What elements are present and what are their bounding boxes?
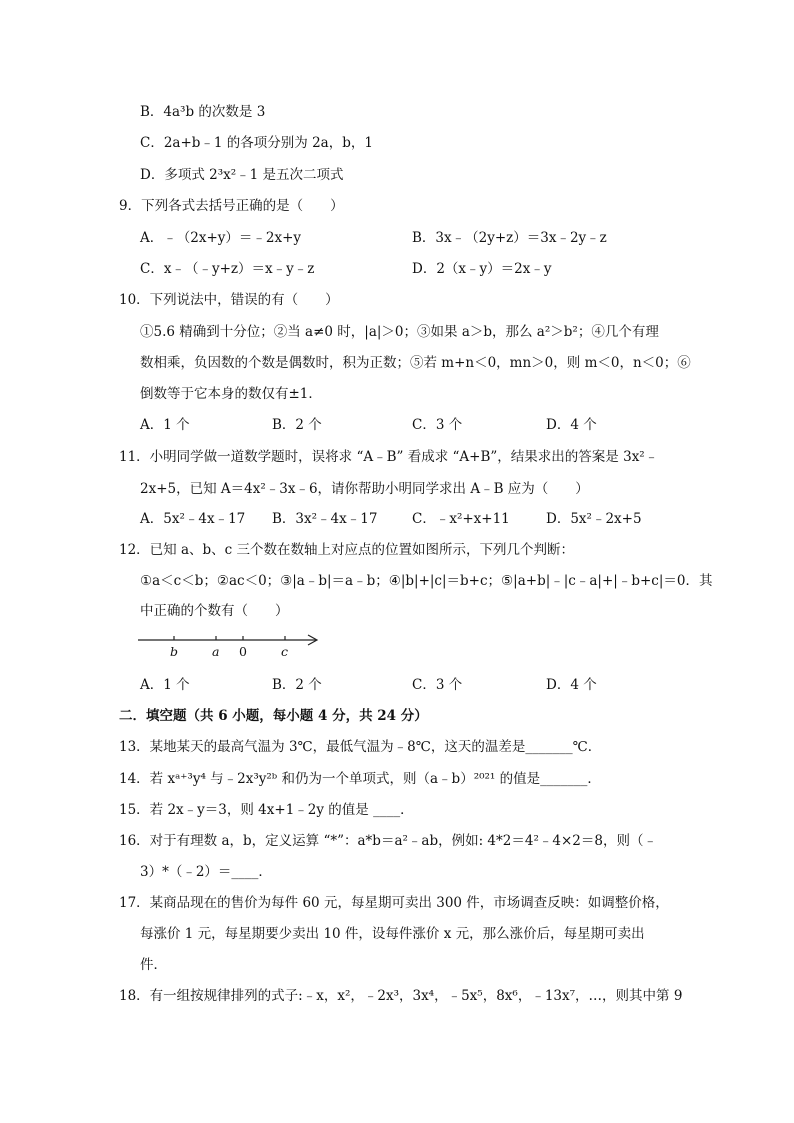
question-18: 18．有一组按规律排列的式子:﹣x，x²，﹣2x³，3x⁴，﹣5x⁵，8x⁶，﹣13x⁷，…，则其中第 9 xyxy=(119,988,683,1004)
label-a: a xyxy=(212,644,220,659)
number-line-figure xyxy=(138,628,324,664)
option-9c: C．x﹣（﹣y+z）＝x﹣y﹣z xyxy=(140,261,315,277)
option-10d: D．4 个 xyxy=(546,417,597,433)
question-16: 16．对于有理数 a，b，定义运算 “*”：a*b＝a²﹣ab，例如: 4*2＝4²﹣4×2＝8，则（﹣ xyxy=(119,833,657,849)
option-12a: A．1 个 xyxy=(140,677,190,693)
question-11-text-2: 2x+5，已知 A＝4x²﹣3x﹣6，请你帮助小明同学求出 A﹣B 应为（ ） xyxy=(140,481,589,497)
label-c: c xyxy=(281,644,289,659)
option-8d: D．多项式 2³x²﹣1 是五次二项式 xyxy=(140,167,344,183)
question-15: 15．若 2x﹣y＝3，则 4x+1﹣2y 的值是 ____． xyxy=(119,802,414,818)
option-9a: A．﹣（2x+y）＝﹣2x+y xyxy=(140,230,302,246)
question-13: 13．某地某天的最高气温为 3℃，最低气温为﹣8℃，这天的温差是_______℃． xyxy=(119,739,602,755)
option-12d: D．4 个 xyxy=(546,677,597,693)
question-12-text-1: ①a＜c＜b；②ac＜0；③|a﹣b|＝a﹣b；④|b|+|c|＝b+c；⑤|a+b|﹣|c﹣a|+|﹣b+c|＝0．其 xyxy=(140,573,713,589)
option-12c: C．3 个 xyxy=(412,677,463,693)
option-8c: C．2a+b﹣1 的各项分别为 2a，b，1 xyxy=(140,135,373,151)
question-11: 11．小明同学做一道数学题时，误将求 “A﹣B” 看成求 “A+B”，结果求出的答案是 3x²﹣ xyxy=(119,449,659,465)
label-b: b xyxy=(170,644,179,659)
section-2-heading: 二．填空题（共 6 小题，每小题 4 分，共 24 分） xyxy=(119,708,428,724)
question-16-text-2: 3）*（﹣2）＝____． xyxy=(140,864,272,880)
question-17-text-3: 件． xyxy=(140,957,167,973)
option-11d: D．5x²﹣2x+5 xyxy=(546,511,642,527)
question-10-text-2: 数相乘，负因数的个数是偶数时，积为正数；⑤若 m+n＜0，mn＞0，则 m＜0，n＜0；⑥ xyxy=(140,355,691,371)
option-9d: D．2（x﹣y）＝2x﹣y xyxy=(412,261,552,277)
question-9: 9．下列各式去括号正确的是（ ） xyxy=(119,198,344,214)
option-12b: B．2 个 xyxy=(272,677,322,693)
option-11a: A．5x²﹣4x﹣17 xyxy=(140,511,246,527)
option-11b: B．3x²﹣4x﹣17 xyxy=(272,511,378,527)
option-10c: C．3 个 xyxy=(412,417,463,433)
option-11c: C．﹣x²+x+11 xyxy=(412,511,510,527)
option-10a: A．1 个 xyxy=(140,417,190,433)
option-8b: B．4a³b 的次数是 3 xyxy=(140,104,266,120)
question-10-text-1: ①5.6 精确到十分位；②当 a≠0 时，|a|＞0；③如果 a＞b，那么 a²＞b²；④几个有理 xyxy=(140,324,659,340)
option-10b: B．2 个 xyxy=(272,417,322,433)
question-12-text-2: 中正确的个数有（ ） xyxy=(140,603,289,619)
question-17: 17．某商品现在的售价为每件 60 元，每星期可卖出 300 件，市场调查反映：如调整价格， xyxy=(119,895,669,911)
question-12: 12．已知 a、b、c 三个数在数轴上对应点的位置如图所示，下列几个判断： xyxy=(119,542,575,558)
label-0: 0 xyxy=(239,644,247,659)
option-9b: B．3x﹣（2y+z）＝3x﹣2y﹣z xyxy=(412,230,607,246)
question-10: 10．下列说法中，错误的有（ ） xyxy=(119,292,339,308)
question-14: 14．若 xᵃ⁺³y⁴ 与﹣2x³y²ᵇ 和仍为一个单项式，则（a﹣b）²⁰²¹ 的值是_______． xyxy=(119,771,601,787)
question-17-text-2: 每涨价 1 元，每星期要少卖出 10 件，设每件涨价 x 元，那么涨价后，每星期可卖出 xyxy=(140,926,645,942)
question-10-text-3: 倒数等于它本身的数仅有±1． xyxy=(140,386,322,402)
